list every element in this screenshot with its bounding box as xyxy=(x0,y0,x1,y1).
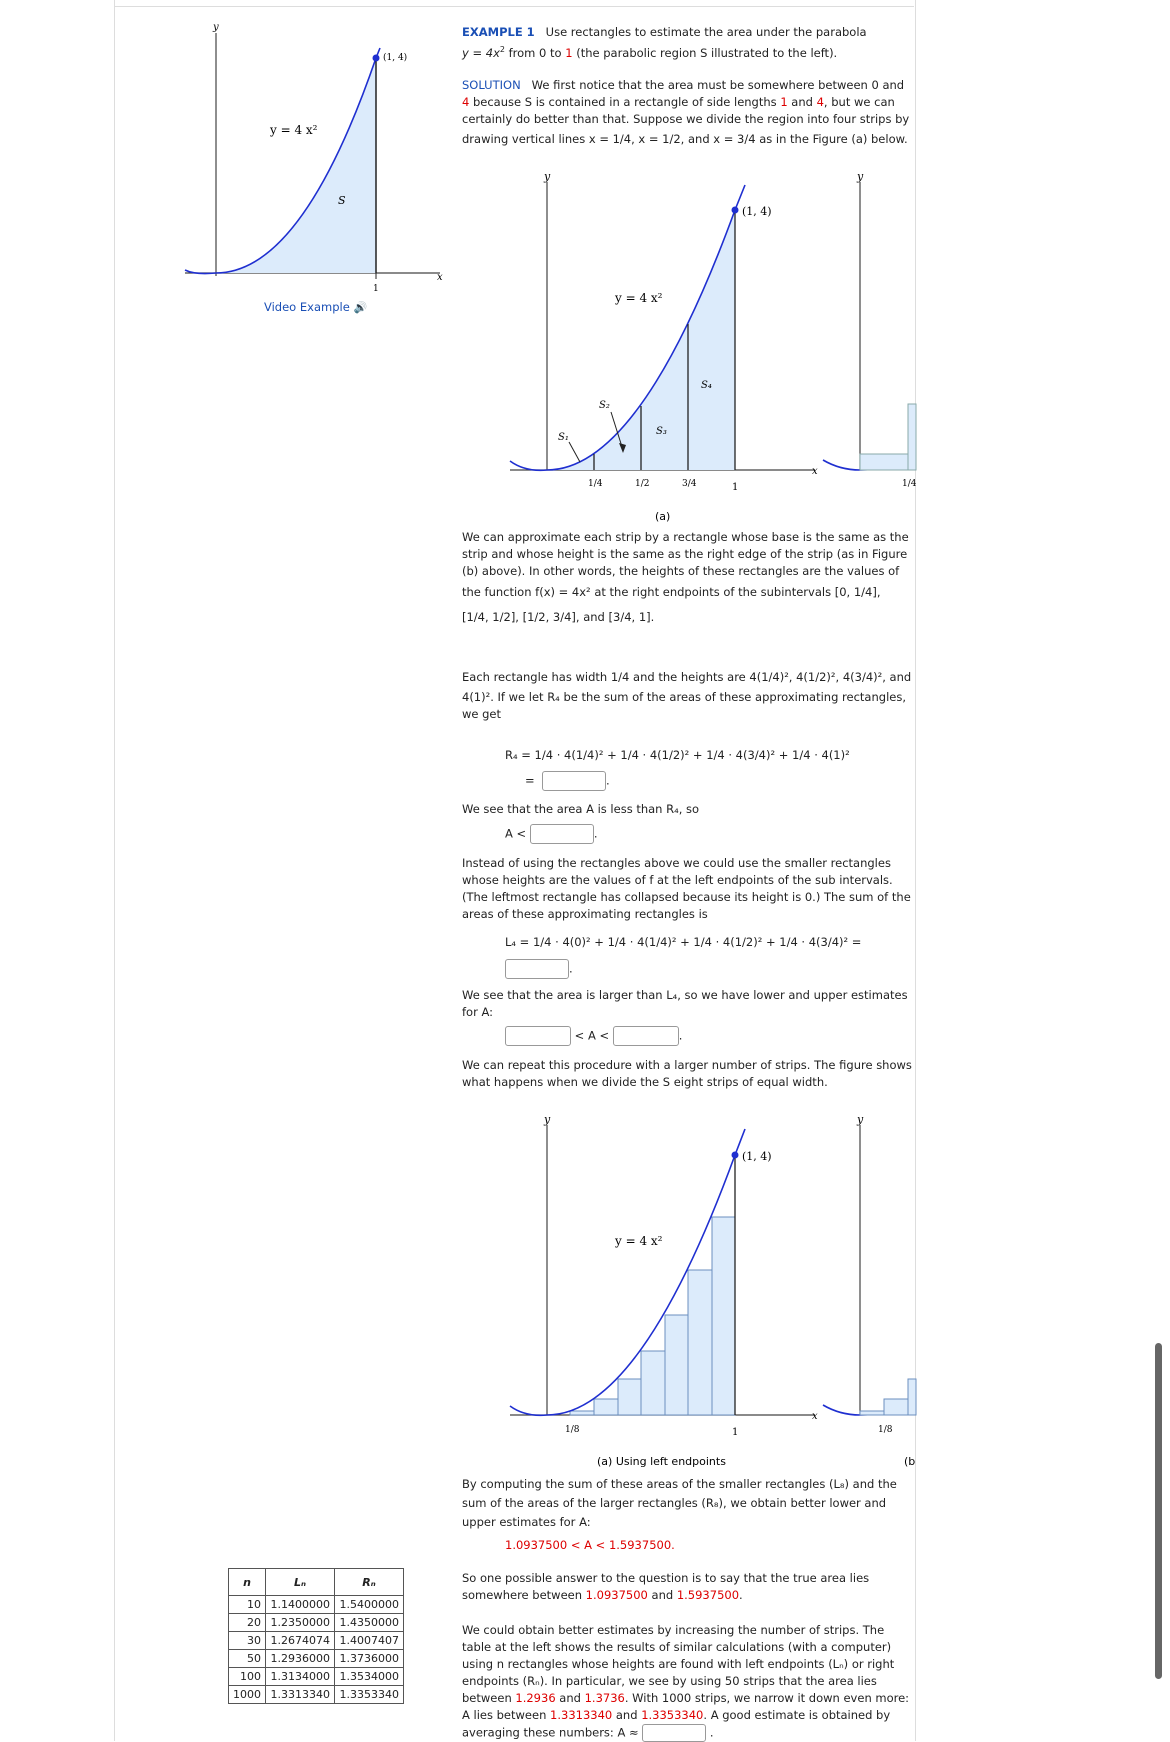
vertical-scrollbar[interactable] xyxy=(1155,1343,1162,1679)
label-s2: S₂ xyxy=(599,400,610,411)
fig-a-tick-1-4: 1/4 xyxy=(588,479,603,489)
solution-block: SOLUTION We first notice that the area must be somewhere between 0 and 4 because S is contained in a rectangle of side lengths 1 and 4, but we can certainly do better than that. Suppose we divide the region into four strips by drawing vertical lines x = 1/4, x = 1/2, and x = 3/4 as in the Figure (a) below. xyxy=(462,78,910,146)
fig-c-caption: (a) Using left endpoints xyxy=(597,1455,726,1468)
fig-b-y-label: y xyxy=(857,170,864,183)
table-cell-rn: 1.4007407 xyxy=(335,1632,404,1650)
rect-l8-8 xyxy=(712,1217,735,1415)
table-cell-n: 10 xyxy=(229,1596,266,1614)
video-example-link[interactable] xyxy=(264,300,367,314)
figure-a xyxy=(505,170,915,525)
table-cell-rn: 1.4350000 xyxy=(335,1614,404,1632)
region-s-fill xyxy=(216,58,376,273)
table-cell-n: 100 xyxy=(229,1668,266,1686)
a-less-row: A < . xyxy=(505,824,597,844)
table-cell-n: 20 xyxy=(229,1614,266,1632)
table-cell-ln: 1.2350000 xyxy=(266,1614,335,1632)
fig-a-tick-1-2: 1/2 xyxy=(635,479,650,489)
rect-l8-7 xyxy=(688,1270,712,1415)
table-header-rn: Rₙ xyxy=(335,1569,404,1596)
example-block xyxy=(462,24,912,62)
table-row xyxy=(229,1614,404,1632)
average-answer-input[interactable] xyxy=(642,1724,706,1742)
r4-formula: R₄ = 1/4 · 4(1/4)² + 1/4 · 4(1/2)² + 1/4 · 4(3/4)² + 1/4 · 4(1)² xyxy=(505,748,850,762)
table-cell-n: 1000 xyxy=(229,1686,266,1704)
table-cell-ln: 1.1400000 xyxy=(266,1596,335,1614)
label-s4: S₄ xyxy=(701,380,712,391)
fig-a-tick-3-4: 3/4 xyxy=(682,479,697,489)
a-upper-input[interactable] xyxy=(530,824,594,844)
point-1-4-marker xyxy=(373,55,380,62)
fig-a-y-label: y xyxy=(544,170,551,183)
fig-c-x-label: x xyxy=(812,1411,818,1422)
larger-text: We see that the area is larger than L₄, so we have lower and upper estimates for A: xyxy=(462,988,908,1019)
paragraph-6: So one possible answer to the question is to say that the true area lies somewhere between 1.0937500 and 1.5937500. xyxy=(462,1571,870,1602)
fig-b-tick: 1/4 xyxy=(902,479,917,489)
paragraph-2: Each rectangle has width 1/4 and the heights are 4(1/4)², 4(1/2)², 4(3/4)², and 4(1)². If we let R₄ be the sum of the areas of these approximating rectangles, we get xyxy=(462,670,912,721)
fig-c-b-caption: (b xyxy=(904,1455,916,1468)
fig-c-tick-1: 1 xyxy=(732,1427,739,1438)
table-cell-rn: 1.3534000 xyxy=(335,1668,404,1686)
video-example-label[interactable]: Video Example xyxy=(264,300,350,314)
table-cell-ln: 1.2674074 xyxy=(266,1632,335,1650)
table-cell-n: 30 xyxy=(229,1632,266,1650)
rect-l8-6 xyxy=(665,1315,688,1415)
label-s3: S₃ xyxy=(656,426,667,437)
table-row xyxy=(229,1668,404,1686)
fig-a-tick-1: 1 xyxy=(732,482,739,493)
paragraph-1: We can approximate each strip by a rectangle whose base is the same as the strip and whose height is the same as the right edge of the strip (as in Figure (b) above). In other words, the heights of these rectangles are the values of the function f(x) = 4x² at the right endpoints of the subintervals [0, 1/4], [1/4, 1/2], [1/2, 3/4], and [3/4, 1]. xyxy=(462,530,909,624)
fig-a-caption: (a) xyxy=(655,510,671,523)
rect-l8-5 xyxy=(641,1351,665,1415)
l4-answer-input[interactable] xyxy=(505,959,569,979)
less-than-text: We see that the area A is less than R₄, so xyxy=(462,802,700,816)
table-cell-rn: 1.3736000 xyxy=(335,1650,404,1668)
table-row xyxy=(229,1650,404,1668)
example-line-1: EXAMPLE 1 Use rectangles to estimate the area under the parabola xyxy=(462,25,867,39)
example-line-2: $y = 4x^2$ from 0 to 1 (the parabolic region S illustrated to the left). xyxy=(462,45,838,60)
fig-c-y-label: y xyxy=(544,1113,551,1126)
rect-l8-4 xyxy=(618,1379,641,1415)
solution-label: SOLUTION xyxy=(462,78,521,92)
r4-answer-row: = . xyxy=(525,771,610,791)
speaker-icon[interactable]: 🔊 xyxy=(353,301,368,314)
fig-a-point-label: (1, 4) xyxy=(742,205,772,218)
left-figure xyxy=(180,18,450,298)
fig-c-point-label: (1, 4) xyxy=(742,1150,772,1163)
left-tick-1: 1 xyxy=(373,284,379,294)
fig-c-tick-1-8: 1/8 xyxy=(565,1425,580,1435)
fig-a-eq-label: y = 4 x² xyxy=(615,291,663,305)
upper-bound-input[interactable] xyxy=(613,1026,679,1046)
table-row xyxy=(229,1686,404,1704)
left-y-label: y xyxy=(213,22,219,33)
paragraph-3: Instead of using the rectangles above we could use the smaller rectangles whose heights are the values of f at the left endpoints of the sub intervals. (The leftmost rectangle has collapsed because its height is 0.) The sum of the areas of these approximating rectangles is xyxy=(462,856,911,921)
table-cell-n: 50 xyxy=(229,1650,266,1668)
paragraph-7: We could obtain better estimates by increasing the number of strips. The table at the left shows the results of similar calculations (with a computer) using n rectangles whose heights are found with left endpoints (Lₙ) or right endpoints (Rₙ). In particular, we see by using 50 strips that the area lies between 1.2936 and 1.3736. With 1000 strips, we narrow it down even more: A lies between 1.3313340 and 1.3353340. A good estimate is obtained by averaging these numbers: A ≈ . xyxy=(462,1622,917,1742)
r4-answer-input[interactable] xyxy=(542,771,606,791)
table-row xyxy=(229,1632,404,1650)
table-row xyxy=(229,1596,404,1614)
estimates-table xyxy=(228,1568,404,1704)
fig-b-rect-2 xyxy=(908,404,916,470)
rect-l8-3 xyxy=(594,1399,618,1415)
rect-l8-2 xyxy=(570,1411,594,1415)
fig-a-x-label: x xyxy=(812,466,818,477)
table-cell-ln: 1.2936000 xyxy=(266,1650,335,1668)
l4-answer-row: . xyxy=(505,959,573,979)
l4-formula: L₄ = 1/4 · 4(0)² + 1/4 · 4(1/4)² + 1/4 · 4(1/2)² + 1/4 · 4(3/4)² = xyxy=(505,935,862,949)
paragraph-4: We can repeat this procedure with a larger number of strips. The figure shows what happens when we divide the S eight strips of equal width. xyxy=(462,1058,912,1089)
paragraph-5: By computing the sum of these areas of the smaller rectangles (L₈) and the sum of the areas of the larger rectangles (R₈), we obtain better lower and upper estimates for A: xyxy=(462,1477,897,1529)
left-region-label: S xyxy=(338,194,346,207)
table-header-n: n xyxy=(229,1569,266,1596)
left-eq-label: y = 4 x² xyxy=(270,123,318,137)
table-cell-rn: 1.3353340 xyxy=(335,1686,404,1704)
estimate-eight: 1.0937500 < A < 1.5937500. xyxy=(505,1538,675,1552)
label-s1: S₁ xyxy=(558,432,569,443)
table-cell-ln: 1.3313340 xyxy=(266,1686,335,1704)
figure-eight-strips xyxy=(505,1115,915,1470)
fig-c-b-y-label: y xyxy=(857,1113,864,1126)
table-cell-ln: 1.3134000 xyxy=(266,1668,335,1686)
bounds-row: < A < . xyxy=(505,1026,682,1046)
fig-b-rect-1 xyxy=(860,454,908,470)
table-header-ln: Lₙ xyxy=(266,1569,335,1596)
table-cell-rn: 1.5400000 xyxy=(335,1596,404,1614)
fig-c-b-tick: 1/8 xyxy=(878,1425,893,1435)
left-point-label: (1, 4) xyxy=(383,53,408,63)
lower-bound-input[interactable] xyxy=(505,1026,571,1046)
fig-c-eq-label: y = 4 x² xyxy=(615,1234,663,1248)
left-x-label: x xyxy=(437,272,443,283)
